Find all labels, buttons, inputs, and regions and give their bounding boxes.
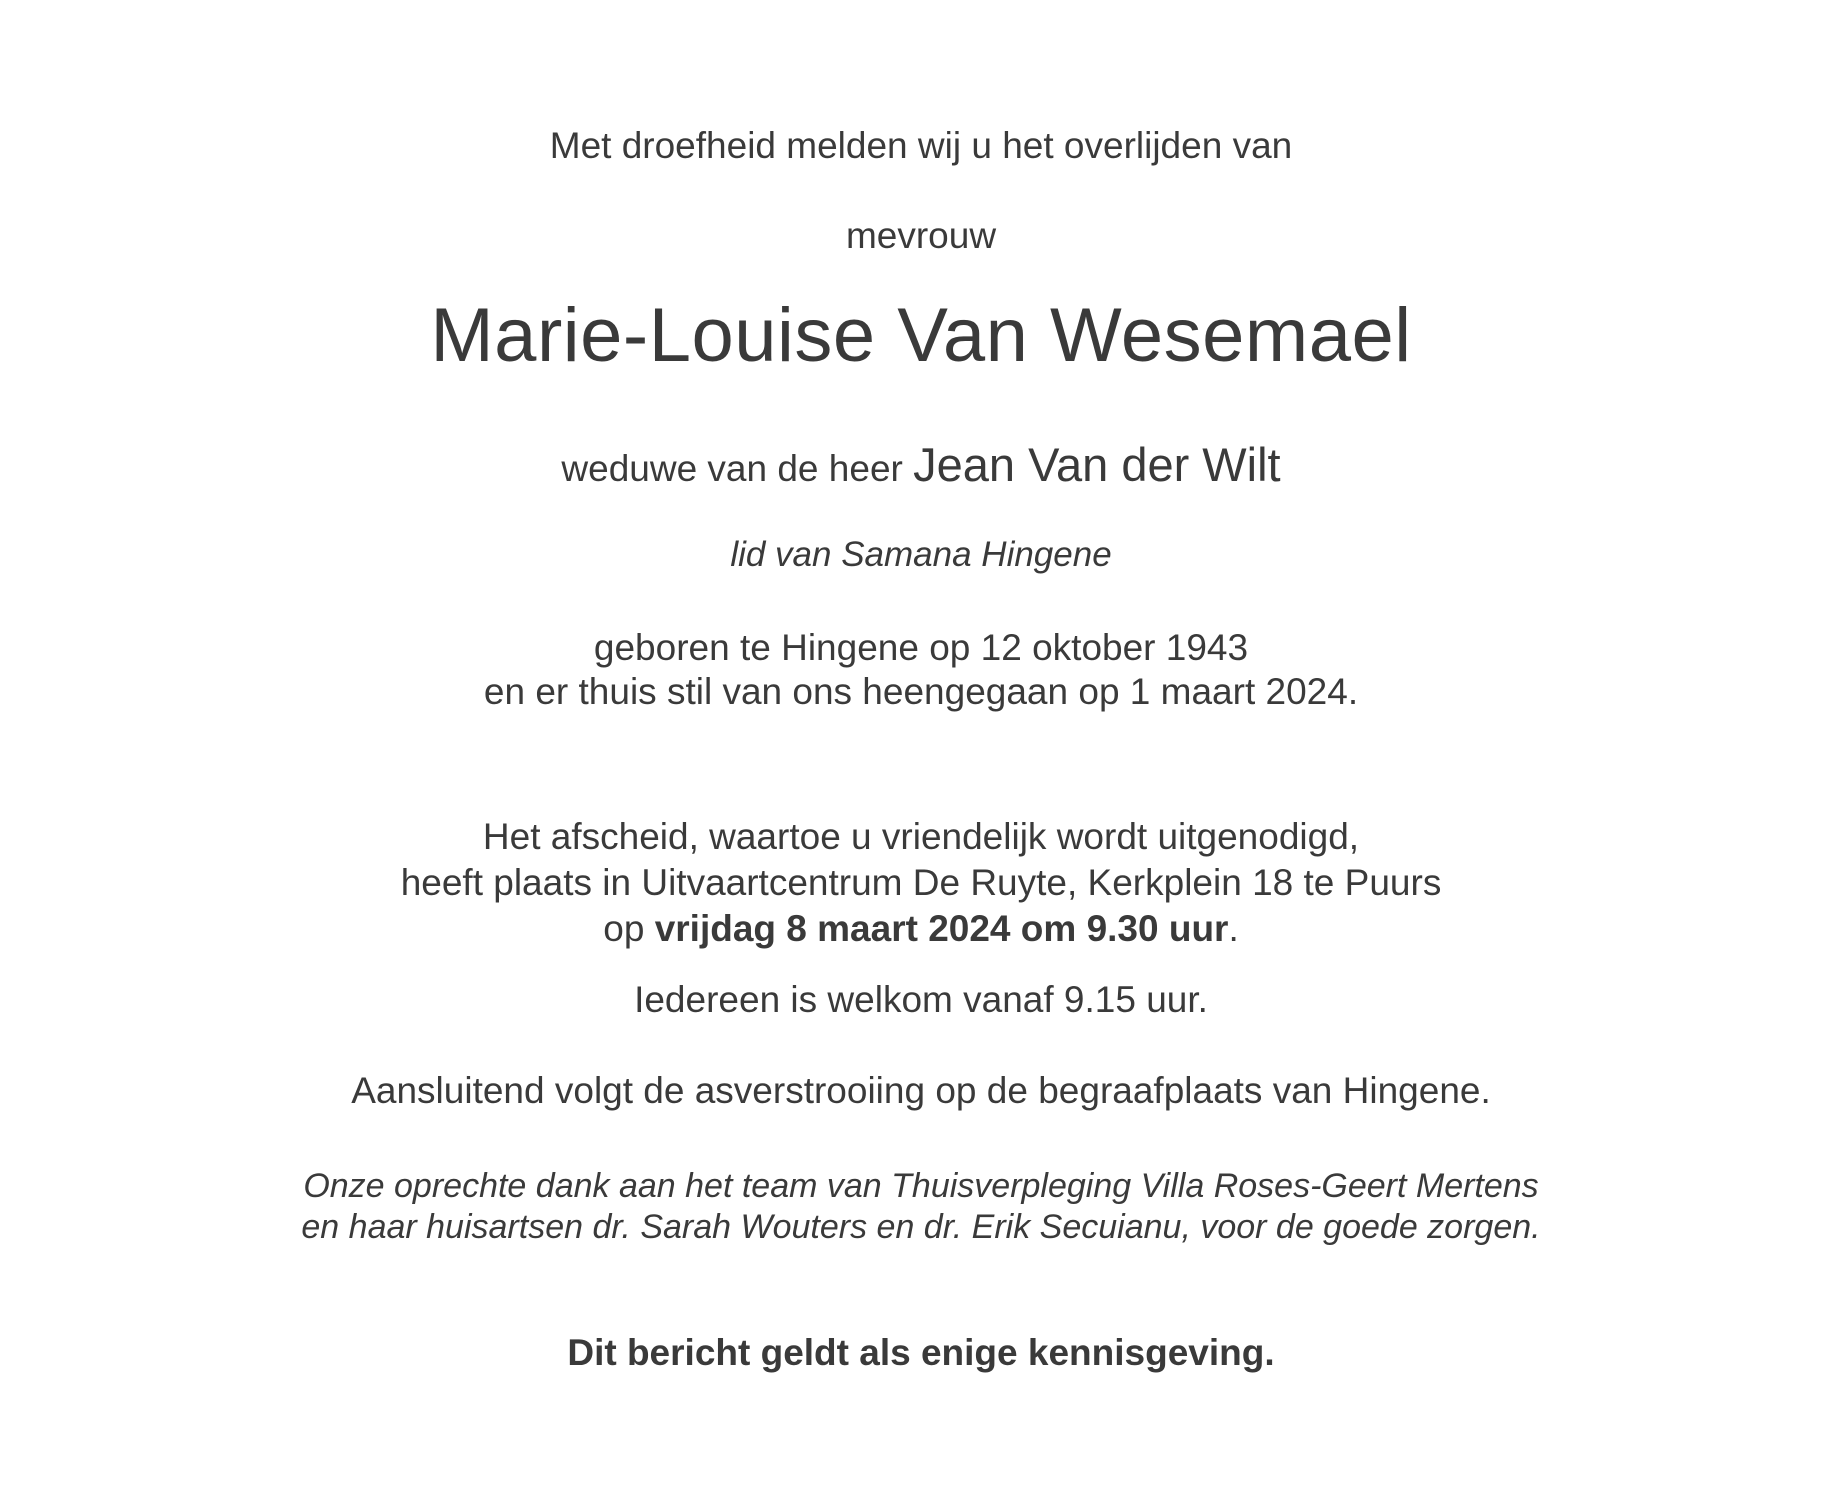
ash-scattering-line: Aansluitend volgt de asverstrooiing op de begraafplaats van Hingene. xyxy=(351,1070,1491,1111)
welcome-line: Iedereen is welkom vanaf 9.15 uur. xyxy=(634,979,1208,1020)
thanks-line-2: en haar huisartsen dr. Sarah Wouters en dr. Erik Secuianu, voor de goede zorgen. xyxy=(301,1208,1541,1246)
widow-prefix: weduwe van de heer xyxy=(561,448,914,489)
honorific: mevrouw xyxy=(845,215,997,256)
farewell-date-suffix: . xyxy=(1228,908,1239,949)
farewell-date: vrijdag 8 maart 2024 om 9.30 uur xyxy=(654,908,1229,949)
deceased-name: Marie-Louise Van Wesemael xyxy=(430,293,1412,378)
birth-line: geboren te Hingene op 12 oktober 1943 xyxy=(593,627,1249,668)
thanks-line-1: Onze oprechte dank aan het team van Thuisverpleging Villa Roses-Geert Mertens xyxy=(303,1167,1539,1205)
spouse-name: Jean Van der Wilt xyxy=(913,438,1281,491)
membership-line: lid van Samana Hingene xyxy=(730,535,1112,574)
death-line: en er thuis stil van ons heengegaan op 1 maart 2024. xyxy=(483,671,1359,712)
intro-text: Met droefheid melden wij u het overlijden van xyxy=(549,125,1293,166)
farewell-line-1: Het afscheid, waartoe u vriendelijk wordt uitgenodigd, xyxy=(482,816,1360,857)
farewell-date-prefix: op xyxy=(603,908,655,949)
farewell-line-2: heeft plaats in Uitvaartcentrum De Ruyte, Kerkplein 18 te Puurs xyxy=(400,862,1442,903)
sole-notice-line: Dit bericht geldt als enige kennisgeving. xyxy=(567,1332,1275,1373)
widow-line xyxy=(0,438,1842,491)
farewell-line-3 xyxy=(0,910,1842,947)
